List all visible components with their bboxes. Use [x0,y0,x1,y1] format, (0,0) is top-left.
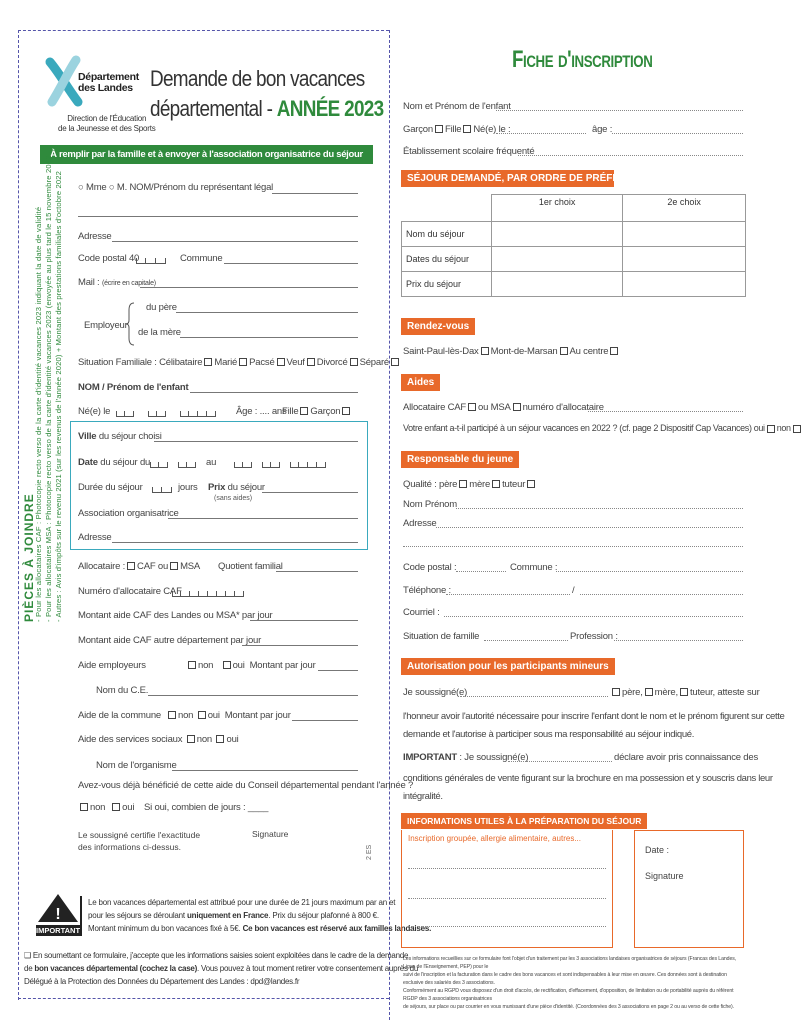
auto-tuteur: tuteur, atteste sur [689,687,760,698]
r-garcon: Garçon [403,124,433,135]
cell-prix-1[interactable] [492,272,623,297]
r-alloc-caf: Allocataire CAF [403,402,466,413]
r-num-alloc: numéro d'allocataire [522,402,604,413]
important-line-3 [88,922,431,935]
footer-line-4: de séjours, sur place ou par courrier en vous munissant d'une pièce d'identité. (Coordonnées des 3 associations en page 2 ou au verso de cette fiche). [403,1004,735,1010]
checkbox-caf[interactable] [127,562,135,570]
garcon-label: Garçon [310,406,341,417]
honneur-text [403,708,784,744]
representant-line[interactable] [272,193,358,194]
r-ne-le-line[interactable] [496,133,586,134]
checkbox-auto-tuteur[interactable] [680,688,688,696]
fille-garcon [282,406,352,417]
r-profession-label: Profession : [570,631,618,642]
imp-l3a: Montant minimum du bon vacances fixé à 5€. [88,924,243,933]
r-telephone-label: Téléphone : [403,585,451,596]
association-label: Association organisatrice [78,508,179,519]
auto-pere: père, [622,687,643,698]
r-nom-prenom-label: Nom Prénom [403,499,457,510]
imp-l2b: uniquement en France [186,911,269,920]
brace-icon [126,302,136,346]
consent-text[interactable] [24,949,418,988]
important-label: IMPORTANT [36,926,81,935]
footer-line-1: Les informations recueillies sur ce formulaire font l'objet d'un traitement par les 3 associations landaises organisatrices de séjours (Francas des Landes, Ligue de l'Enseignement, PEP) pour le [403,956,737,970]
code-postal-label: Code postal 40 [78,253,140,264]
consent-line-2 [24,962,418,975]
r-telephone-line-2[interactable] [580,594,743,595]
qualite-row [403,479,537,490]
situation-text: Situation Familiale : Célibataire [78,357,203,368]
checkbox-part-oui[interactable] [767,425,775,433]
emp-non: non [198,660,214,671]
montant-caf-autre-line[interactable] [242,645,358,646]
cell-dates-2[interactable] [623,247,746,272]
r-situation-line[interactable] [484,640,568,641]
r-date-label[interactable]: Date : [645,845,670,855]
checkbox-garcon[interactable] [342,407,350,415]
deja-non: non [90,802,106,813]
consent-line-1: ❑ En soumettant ce formulaire, j'accepte que les informations saisies soient exploitées dans le cadre de la demande [24,951,409,960]
rdv-opts [403,346,620,357]
opt-separe: Séparé [359,357,389,368]
ne-le-label: Né(e) le [78,406,111,417]
duree-label: Durée du séjour [78,482,143,493]
checkbox-saint-paul[interactable] [481,347,489,355]
association-line[interactable] [168,518,358,519]
checkbox-r-caf[interactable] [468,403,476,411]
r-age-label: âge : [592,124,613,135]
r-signature-label[interactable]: Signature [645,871,684,881]
choix-1-header: 1er choix [492,195,623,222]
r-commune-label: Commune : [510,562,558,573]
important-divider [80,896,82,936]
duree-boxes[interactable] [152,485,172,495]
logo-text [78,72,139,94]
aide-sociaux-row [78,734,239,745]
nom-ce-label: Nom du C.E. [96,685,149,696]
checkbox-mont-de-marsan[interactable] [560,347,568,355]
cut-line-left [18,30,19,1000]
participe-text: Votre enfant a-t-il participé à un séjour vacances en 2022 ? (cf. page 2 Dispositif Cap Vacances) oui [403,423,765,433]
emp-montant-line[interactable] [318,670,358,671]
pieces-line-3: - Autres : Avis d'impôts sur le revenu 2021 (sur les revenus de l'année 2020) + Montant des prestations familiales d'octobre 2022 [54,171,63,622]
direction-text [58,114,156,134]
de-la-mere-label: de la mère [138,327,181,338]
r-courriel-line[interactable] [444,616,743,617]
title-year: ANNÉE 2023 [276,96,384,121]
checkbox-qual-tuteur[interactable] [527,480,535,488]
row-nom-sejour: Nom du séjour [402,222,492,247]
ville-label [78,431,162,442]
table-row [402,272,746,297]
infos-line-1[interactable] [408,868,606,869]
ne-le-boxes[interactable] [116,409,216,419]
mail-text: Mail : [78,277,100,288]
nom-ce-line[interactable] [148,695,358,696]
du-pere-label: du père [146,302,177,313]
opt-marie: Marié [214,357,238,368]
checkbox-soc-oui[interactable] [216,735,224,743]
sejour-band: SÉJOUR DEMANDÉ, PAR ORDRE DE PRÉFÉRENCE [401,170,614,187]
employeur-pere-line[interactable] [176,312,358,313]
date-sejour-label [78,457,150,468]
sejour-header-row [402,195,746,222]
subtitle-band: À remplir par la famille et à envoyer à l'association organisatrice du séjour [40,145,373,164]
important-text [88,896,431,935]
r-courriel-label: Courriel : [403,607,440,618]
checkbox-deja-non[interactable] [80,803,88,811]
nom-enfant-line[interactable] [190,392,358,393]
nom-prenom-enfant-label: Nom et Prénom de l'enfant [403,101,511,112]
emp-oui: oui [232,660,245,671]
choix-2-header: 2e choix [623,195,746,222]
com-oui: oui [207,710,220,721]
honneur-line-1: l'honneur avoir l'autorité nécessaire pour inscrire l'enfant dont le nom et le prénom figurent sur cette [403,711,785,722]
alloc-row [403,402,604,413]
r-adresse-label: Adresse [403,518,437,529]
nom-prenom-enfant-line[interactable] [496,110,743,111]
pieces-line-1: - Pour les allocataires CAF : Photocopie recto verso de la carte d'identité vacances 2023 indiquant la date de validité [34,206,43,622]
cut-line-bottom [18,998,389,999]
adresse2-label: Adresse [78,532,112,543]
checkbox-com-non[interactable] [168,711,176,719]
title-prefix: départemental - [150,96,277,121]
caf-label: CAF ou [137,561,169,572]
cell-nom-1[interactable] [492,222,623,247]
com-non: non [178,710,194,721]
warning-icon [36,893,80,923]
si-oui-label: Si oui, combien de jours : ____ [144,802,269,813]
pieces-title: PIÈCES À JOINDRE [22,493,36,622]
imp-l2c: . Prix du séjour plafonné à 800 €. [268,911,379,920]
r-situation-label: Situation de famille [403,631,480,642]
montant-caf-landes-label: Montant aide CAF des Landes ou MSA* par jour [78,610,273,621]
fille-label: Fille [282,406,299,417]
consent-l2d: . Vous pouvez à tout moment retirer votre consentement auprès du [197,964,419,973]
title-line-1: Demande de bon vacances [150,66,365,91]
commune-line[interactable] [224,263,358,264]
prix-label [208,482,265,493]
row-prix-sejour: Prix du séjour [402,272,492,297]
checkbox-r-msa[interactable] [513,403,521,411]
r-code-postal-label: Code postal : [403,562,457,573]
integralite-line: intégralité. [403,791,443,802]
conditions-text [403,770,773,806]
sejour-table [401,194,746,297]
imp-l2a: pour les séjours se déroulant [88,911,187,920]
representant-line-2[interactable] [78,216,358,217]
r-important-rest: : Je soussigné(e) [456,752,529,763]
montant-caf-landes-line[interactable] [250,620,358,621]
rdv-mont-de-marsan: Mont-de-Marsan [490,346,558,357]
important-line-1: Le bon vacances départemental est attribué pour une durée de 21 jours maximum par an et [88,898,396,907]
side-code: 2 ES [366,844,373,860]
quotient-line[interactable] [276,571,358,572]
honneur-line-2: demande et l'autorise à participer sous ma responsabilité au séjour indiqué. [403,729,695,740]
checkbox-celibataire[interactable] [204,358,212,366]
sejour-header-empty [402,195,492,222]
mail-line[interactable] [140,287,358,288]
certifie-line-1: Le soussigné certifie l'exactitude [78,830,201,840]
employeur-label: Employeur [84,320,128,331]
deja-oui: oui [122,802,135,813]
page-title [150,64,383,124]
rdv-band: Rendez-vous [401,318,475,335]
pieces-line-2: - Pour les allocataires MSA : Photocopie recto verso de la carte d'identité vacances 2023 (envoyée au plus tard le 15 novembre 2022 [44,155,53,622]
table-row [402,247,746,272]
checkbox-qual-pere[interactable] [459,480,467,488]
nom-organisme-line[interactable] [172,770,358,771]
garcon-fille-row [403,124,510,135]
logo-line-1: Département [78,71,139,83]
important-line-2 [88,909,431,922]
consent-l2a: de [24,964,35,973]
declare-label: déclare avoir pris connaissance des [614,752,759,763]
consent-line-3: Délégué à la Protection des Données du Département des Landes : dpd@landes.fr [24,977,300,986]
checkbox-soc-non[interactable] [187,735,195,743]
allocataire-row [78,561,200,572]
r-ne-le: Né(e) le : [473,124,511,135]
infos-line-2[interactable] [408,898,606,899]
checkbox-separe[interactable] [391,358,399,366]
aides-band: Aides [401,374,440,391]
checkbox-r-garcon[interactable] [435,125,443,133]
signature-left[interactable]: Signature [252,829,289,839]
date-bold: Date [78,457,98,468]
checkbox-deja-oui[interactable] [112,803,120,811]
table-row [402,222,746,247]
r-important-line[interactable] [508,761,612,762]
mail-hint: (écrire en capitale) [101,280,156,287]
checkbox-marie[interactable] [239,358,247,366]
consent-l2b: bon vacances départemental [34,964,138,973]
opt-divorce: Divorcé [316,357,348,368]
r-adresse-line-2[interactable] [403,546,743,547]
conditions-line: conditions générales de vente figurant sur la brochure en ma possession et y souscris dans leur [403,773,773,784]
prix-rest: du séjour [225,482,265,493]
jours-label: jours [178,482,198,493]
rgpd-footer [403,955,745,1011]
soc-non: non [196,734,213,745]
footer-line-3: Conformément au RGPD vous disposez d'un droit d'accès, de rectification, d'effacement, d'opposition, de limitation ou de portabilité auprès du référent RGDP des 3 associations organisatrices [403,988,734,1002]
r-commune-line[interactable] [556,571,743,572]
quotient-label: Quotient familial [218,561,283,572]
prix-line[interactable] [262,492,358,493]
qualite-mere: mère [469,479,491,490]
direction-line-1: Direction de l'Éducation [67,114,147,123]
com-montant: Montant par jour [224,710,291,721]
checkbox-qual-mere[interactable] [492,480,500,488]
aide-sociaux-label: Aide des services sociaux [78,734,183,745]
r-fille: Fille [444,124,462,135]
row-dates-sejour: Dates du séjour [402,247,492,272]
r-telephone-line-1[interactable] [446,594,570,595]
r-ou-msa: ou MSA [478,402,511,413]
logo-line-2: des Landes [78,82,133,94]
checkbox-divorce[interactable] [350,358,358,366]
rdv-centre: Au centre [569,346,609,357]
certifie-line-2: des informations ci-dessus. [78,842,181,852]
num-alloc-line[interactable] [588,411,743,412]
rdv-saint-paul: Saint-Paul-lès-Dax [403,346,479,357]
cell-dates-1[interactable] [492,247,623,272]
adresse2-line[interactable] [112,542,358,543]
cut-line-top [18,30,389,31]
soc-oui: oui [226,734,239,745]
resp-band: Responsable du jeune [401,451,519,468]
checkbox-emp-oui[interactable] [223,661,231,669]
r-nom-prenom-line[interactable] [456,508,743,509]
aide-commune-label: Aide de la commune [78,710,162,721]
etablissement-label: Établissement scolaire fréquenté [403,146,535,157]
adresse-line[interactable] [112,241,358,242]
numero-caf-label: Numéro d'allocataire CAF [78,586,182,597]
ville-line[interactable] [154,441,358,442]
ville-rest: du séjour choisi [96,431,162,442]
age-label: Âge : .... ans [236,406,287,417]
checkbox-com-oui[interactable] [198,711,206,719]
r-age-line[interactable] [612,133,743,134]
date-signature-box [634,830,744,948]
numero-caf-boxes[interactable] [172,589,244,599]
auto-band: Autorisation pour les participants mineurs [401,658,615,675]
deja-beneficie-opts [78,802,268,813]
civility-label[interactable]: ○ Mme ○ M. NOM/Prénom du représentant légal [78,182,274,193]
ville-bold: Ville [78,431,97,442]
checkbox-r-fille[interactable] [463,125,471,133]
date-du-boxes[interactable] [150,460,196,470]
soussigne-label: Je soussigné(e) [403,687,468,698]
certifie-text [78,829,200,853]
montant-caf-autre-label: Montant aide CAF autre département par jour [78,635,262,646]
r-code-postal-line[interactable] [456,571,506,572]
nom-enfant-label: NOM / Prénom de l'enfant [78,382,189,393]
cut-line-center [389,30,390,1020]
participe-row [403,423,803,433]
direction-line-2: de la Jeunesse et des Sports [58,124,156,133]
etablissement-line[interactable] [518,155,743,156]
soussigne-opts [610,687,760,698]
employeur-mere-line[interactable] [180,337,358,338]
code-postal-boxes[interactable] [136,256,166,266]
infos-band: INFORMATIONS UTILES À LA PRÉPARATION DU SÉJOUR [401,813,647,829]
cell-nom-2[interactable] [623,222,746,247]
r-profession-line[interactable] [614,640,743,641]
prix-bold: Prix [208,482,226,493]
svg-text:!: ! [55,906,61,923]
title-line-2 [150,94,383,124]
allocataire-label: Allocataire : [78,561,126,572]
aide-commune-opts [166,710,291,721]
footer-line-2: suivi de l'inscription et la facturation dans le cadre des bons vacances et sont indispensables à leur mise en œuvre. Ces données sont à destination exclusive des salariés des 3 associations. [403,972,727,986]
date-rest: du séjour du [97,457,151,468]
deja-beneficie-label: Avez-vous déjà bénéficié de cette aide du Conseil départemental pendant l'année ? [78,780,414,791]
qualite-pere: Qualité : père [403,479,458,490]
emp-montant: Montant par jour [249,660,316,671]
aide-employeurs-opts [186,660,316,671]
checkbox-centre[interactable] [610,347,618,355]
r-adresse-line[interactable] [436,527,743,528]
auto-mere: mère, [654,687,678,698]
consent-l2c: (cochez la case) [137,964,198,973]
commune-label: Commune [180,253,223,264]
checkbox-msa[interactable] [170,562,178,570]
checkbox-auto-mere[interactable] [645,688,653,696]
aide-employeurs-label: Aide employeurs [78,660,146,671]
nom-organisme-label: Nom de l'organisme [96,760,177,771]
au-label: au [206,457,217,468]
checkbox-auto-pere[interactable] [612,688,620,696]
checkbox-pacse[interactable] [277,358,285,366]
infos-hint: Inscription groupée, allergie alimentaire, autres... [408,834,581,843]
cell-prix-2[interactable] [623,272,746,297]
sans-aides-label: (sans aides) [214,495,253,502]
checkbox-part-non[interactable] [793,425,801,433]
opt-pacse: Pacsé [249,357,275,368]
soussigne-line[interactable] [460,696,608,697]
r-important-bold: IMPORTANT [403,752,457,763]
fiche-title: Fiche d'inscription [512,46,653,73]
important-icon-block [36,893,80,936]
checkbox-veuf[interactable] [307,358,315,366]
infos-line-3[interactable] [408,926,606,927]
infos-box[interactable] [401,830,613,948]
msa-label: MSA [180,561,201,572]
situation-label [78,357,401,368]
opt-veuf: Veuf [286,357,305,368]
date-au-boxes[interactable] [234,460,326,470]
checkbox-emp-non[interactable] [188,661,196,669]
part-non: non [776,423,791,433]
imp-l3b: Ce bon vacances est réservé aux familles landaises. [242,924,432,933]
checkbox-fille[interactable] [300,407,308,415]
com-montant-line[interactable] [292,720,358,721]
r-telephone-slash: / [572,585,575,596]
qualite-tuteur: tuteur [502,479,526,490]
adresse-label: Adresse [78,231,112,242]
